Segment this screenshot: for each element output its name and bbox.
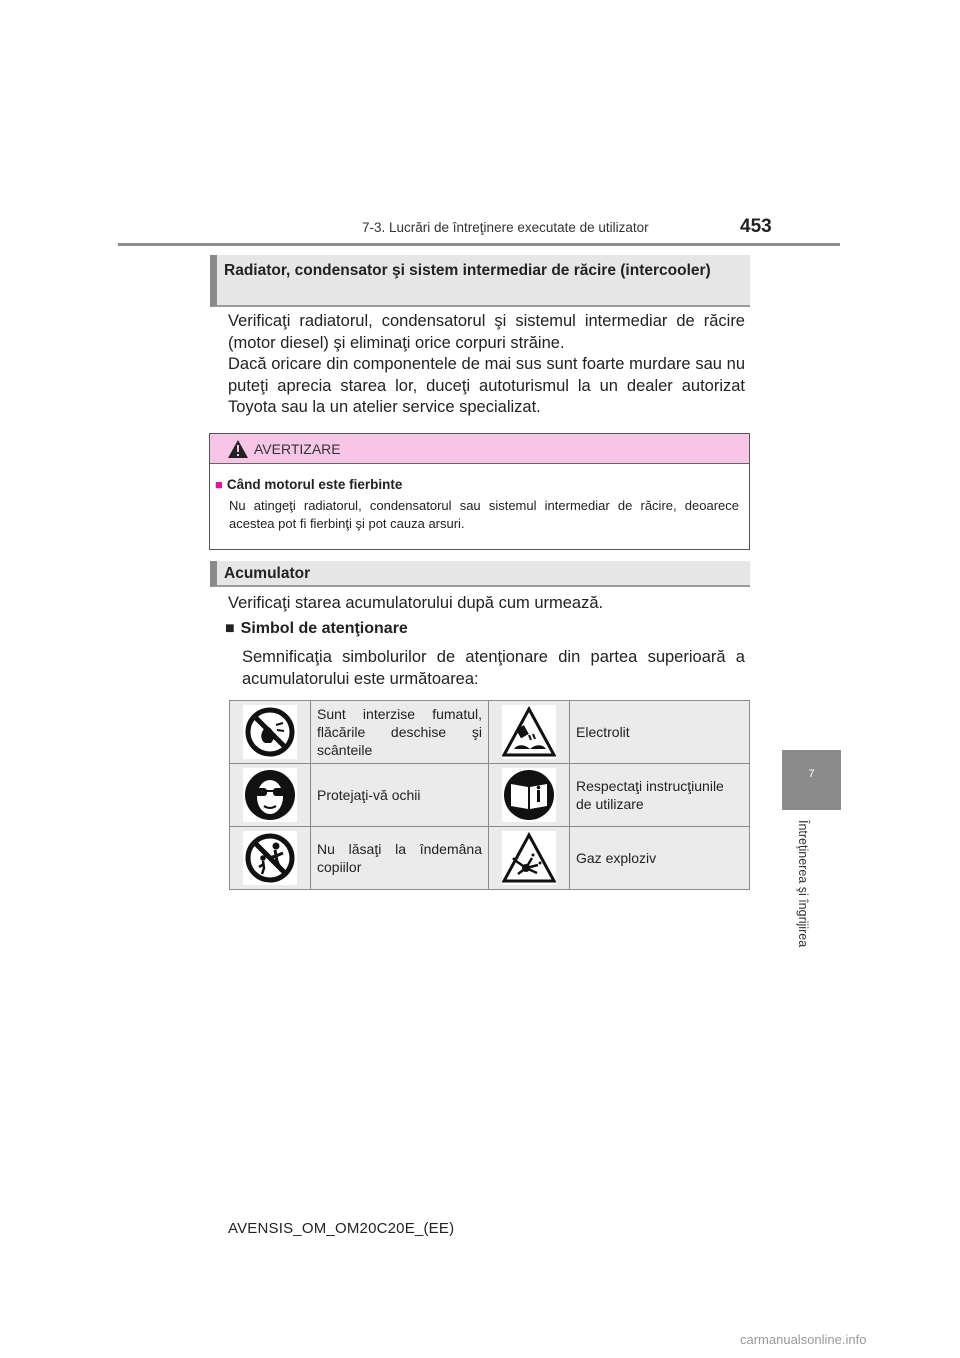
table-row: [230, 701, 750, 764]
symbol-cell: [230, 701, 311, 764]
eye-protection-icon: [243, 768, 297, 822]
header-title: 7-3. Lucrări de întreţinere executate de utilizator: [362, 220, 649, 235]
warning-box: [209, 433, 750, 550]
symbol-cell: [489, 701, 570, 764]
table-row: [230, 764, 750, 827]
warning-label: AVERTIZARE: [254, 441, 341, 457]
warning-triangle-icon: [227, 439, 249, 459]
chapter-tab: [782, 750, 841, 810]
symbol-text: Sunt interzise fumatul, flăcările deschise şi scânteile: [311, 701, 489, 764]
header-rule: [118, 243, 840, 246]
explosive-gas-icon: [502, 831, 556, 885]
warning-subheading: ■ Când motorul este fierbinte: [215, 477, 403, 492]
chapter-number: 7: [808, 768, 815, 780]
warning-header: [210, 434, 749, 464]
symbol-cell: [230, 764, 311, 827]
document-code: AVENSIS_OM_OM20C20E_(EE): [228, 1220, 455, 1237]
pink-square-bullet-icon: ■: [215, 477, 223, 492]
symbol-cell: [489, 827, 570, 890]
radiator-body: Verificaţi radiatorul, condensatorul şi sistemul intermediar de răcire (motor diesel) şi eliminaţi orice corpuri străine. Dacă oricare din componentele de mai sus sunt foarte murdare sau nu puteţi aprecia starea lor, duceţi autoturismul la un dealer autorizat Toyota sau la un atelier service specializat.: [228, 312, 745, 416]
watermark: carmanualsonline.info: [740, 1332, 867, 1347]
battery-subheading: ■ Simbol de atenţionare: [225, 620, 408, 637]
battery-intro: Verificaţi starea acumulatorului după cum urmează.: [228, 594, 604, 612]
battery-subtext: Semnificaţia simbolurilor de atenţionare din partea superioară a acumulatorului este următoarea:: [242, 648, 745, 688]
page-number: 453: [740, 216, 772, 237]
symbol-text: Nu lăsaţi la îndemâna copiilor: [311, 827, 489, 890]
square-bullet-icon: ■: [225, 620, 235, 637]
symbol-cell: [230, 827, 311, 890]
symbol-text: Gaz exploziv: [570, 827, 750, 890]
no-smoking-flames-sparks-icon: [243, 705, 297, 759]
electrolyte-icon: [502, 705, 556, 759]
symbol-text: Electrolit: [570, 701, 750, 764]
warning-text: Nu atingeţi radiatorul, condensatorul sau sistemul intermediar de răcire, deoarece acestea pot fi fierbinţi şi pot cauza arsuri.: [229, 498, 739, 531]
symbol-cell: [489, 764, 570, 827]
section-heading-battery: Acumulator: [210, 561, 750, 587]
chapter-label: Întreţinerea şi îngrijirea: [796, 820, 810, 948]
keep-away-children-icon: [243, 831, 297, 885]
section-heading-radiator: Radiator, condensator şi sistem intermediar de răcire (intercooler): [210, 255, 750, 307]
symbol-text: Protejaţi-vă ochii: [311, 764, 489, 827]
warning-symbols-table: [229, 700, 750, 890]
read-instructions-icon: [502, 768, 556, 822]
table-row: [230, 827, 750, 890]
symbol-text: Respectaţi instrucţiunile de utilizare: [570, 764, 750, 827]
